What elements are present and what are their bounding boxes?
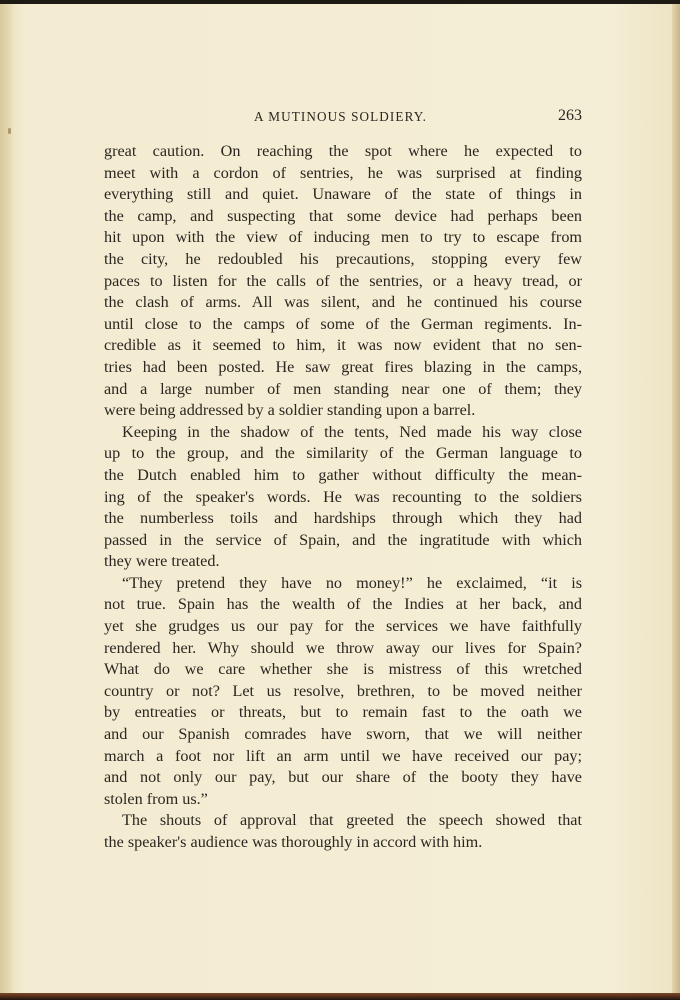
text-line: What do we care whether she is mistress of this wretched [104,660,582,679]
text-line: the Dutch enabled him to gather without difficulty the mean- [104,465,582,484]
text-line: ing of the speaker's words. He was recounting to the soldiers [104,487,582,506]
text-line: up to the group, and the similarity of the German language to [104,444,582,463]
text-line: by entreaties or threats, but to remain fast to the oath we [104,703,582,722]
text-line: the speaker's audience was thoroughly in accord with him. [104,833,483,851]
page-top-edge [0,0,680,4]
paper-speck [8,128,11,134]
text-line: the city, he redoubled his precautions, stopping every few [104,249,582,268]
text-line: The shouts of approval that greeted the speech showed that [122,811,582,830]
text-line: and a large number of men standing near one of them; they [104,379,582,398]
text-line: hit upon with the view of inducing men to try to escape from [104,228,582,247]
text-line: great caution. On reaching the spot where he expected to [104,142,582,160]
text-line: until close to the camps of some of the German regiments. In- [104,314,582,333]
text-line: march a foot nor lift an arm until we have received our pay; [104,746,582,765]
text-line: tries had been posted. He saw great fires blazing in the camps, [104,357,582,376]
page-bottom-edge [0,993,680,1000]
text-line: paces to listen for the calls of the sentries, or a heavy tread, or [104,271,582,290]
page-header [104,107,582,127]
text-line: stolen from us.” [104,789,208,808]
text-line: meet with a cordon of sentries, he was surprised at finding [104,163,582,182]
text-line: and our Spanish comrades have sworn, that we will neither [104,725,582,744]
text-line: were being addressed by a soldier standing upon a barrel. [104,401,476,420]
text-line: the numberless toils and hardships through which they had [104,509,582,528]
page-number: 263 [558,107,582,124]
text-line: rendered her. Why should we throw away our lives for Spain? [104,638,582,657]
text-line: the clash of arms. All was silent, and he continued his course [104,293,582,312]
text-line: the camp, and suspecting that some device had perhaps been [104,206,582,225]
text-line: not true. Spain has the wealth of the Indies at her back, and [104,595,582,614]
text-line: passed in the service of Spain, and the ingratitude with which [104,530,582,549]
text-line: yet she grudges us our pay for the services we have faithfully [104,617,582,636]
page-gutter-shadow [0,0,14,1000]
page-right-edge [672,0,680,1000]
text-line: they were treated. [104,552,220,571]
running-title: A MUTINOUS SOLDIERY. [254,109,428,124]
text-line: country or not? Let us resolve, brethren, to be moved neither [104,681,582,700]
text-line: Keeping in the shadow of the tents, Ned made his way close [122,422,582,441]
text-line: “They pretend they have no money!” he exclaimed, “it is [122,573,582,592]
text-line: credible as it seemed to him, it was now evident that no sen- [104,336,582,355]
text-line: and not only our pay, but our share of the booty they have [104,768,582,787]
text-line: everything still and quiet. Unaware of the state of things in [104,185,582,204]
body-text [104,141,582,854]
